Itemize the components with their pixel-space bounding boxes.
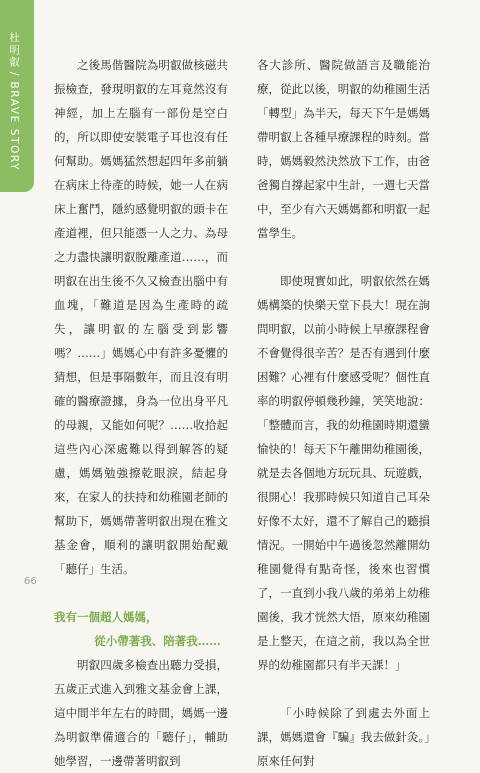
body-paragraph: 之後馬偕醫院為明叡做核磁共振檢查，發現明叡的左耳竟然沒有神經，加上左腦有一部份是空白的，所以即使安裝電子耳也沒有任何幫助。媽媽猛然想起四年多前躺在病床上待產的時候，她一人在病床上奮鬥，隱約感覺明叡的頭卡在產道裡，但只能憑一人之力、為母之力盡快讓明叡脫離產道……，而明叡在出生後不久又檢查出腦中有血塊，「難道是因為生產時的疏失，讓明叡的左腦受到影響嗎？……」媽媽心中有許多憂懼的猜想，但是事隔數年，而且沒有明確的醫療證據，身為一位出身平凡的母親，又能如何呢？……收拾起這些內心深處難以得到解答的疑慮，媽媽勉強擦乾眼淚，結起身來，在家人的扶持和幼稚園老師的幫助下，媽媽帶著明叡出現在雅文基金會，順利的讓明叡開始配戴「聽仔」生活。 <box>54 58 228 576</box>
body-paragraph: 明叡四歲多檢查出聽力受損，五歲正式進入到雅文基金會上課，這中間半年左右的時間，媽媽一邊為明叡準備適合的「聽仔」，輔助她學習，一邊帶著明叡到 <box>54 658 228 768</box>
left-column <box>54 53 228 773</box>
section-heading-line1: 我有一個超人媽媽， <box>54 610 158 624</box>
chapter-name: 杜明叡 <box>8 32 20 69</box>
chapter-subtitle: BRAVE STORY <box>8 81 20 172</box>
body-paragraph-continued: 各大診所、醫院做語言及職能治療，從此以後，明叡的幼稚園生活「轉型」為半天，每天下午是媽媽帶明叡上各種早療課程的時刻。當時，媽媽毅然決然放下工作，由爸爸獨自撐起家中生計，一週七天當中，至少有六天媽媽都和明叡一起當學生。 <box>257 58 430 240</box>
right-column <box>257 53 430 773</box>
section-heading-line2: 從小帶著我、陪著我…… <box>94 634 221 648</box>
chapter-side-title <box>7 32 22 171</box>
chapter-separator: / <box>8 72 20 78</box>
chapter-side-tab <box>0 0 34 192</box>
section-heading <box>54 605 228 653</box>
body-paragraph: 即使現實如此，明叡依然在媽媽構築的快樂天堂下長大！現在詢問明叡，以前小時候上早療課程會不會覺得很辛苦？是否有遇到什麼困難？心裡有什麼感受呢？個性直率的明叡停頓幾秒鐘，笑笑地說：「整體而言，我的幼稚園時期還蠻愉快的！每天下午離開幼稚園後，就是去各個地方玩玩具、玩遊戲，很開心！我那時候只知道自己耳朵好像不太好，還不了解自己的聽損情況。一開始中午過後忽然離開幼稚園覺得有點奇怪，後來也習慣了，一直到小我八歲的弟弟上幼稚園後，我才恍然大悟，原來幼稚園是上整天，在這之前，我以為全世界的幼稚園都只有半天課！」 <box>257 274 430 672</box>
body-paragraph: 「小時候除了到處去外面上課，媽媽還會『騙』我去做針灸。」原來任何對 <box>257 706 430 768</box>
page-number: 66 <box>24 576 37 587</box>
